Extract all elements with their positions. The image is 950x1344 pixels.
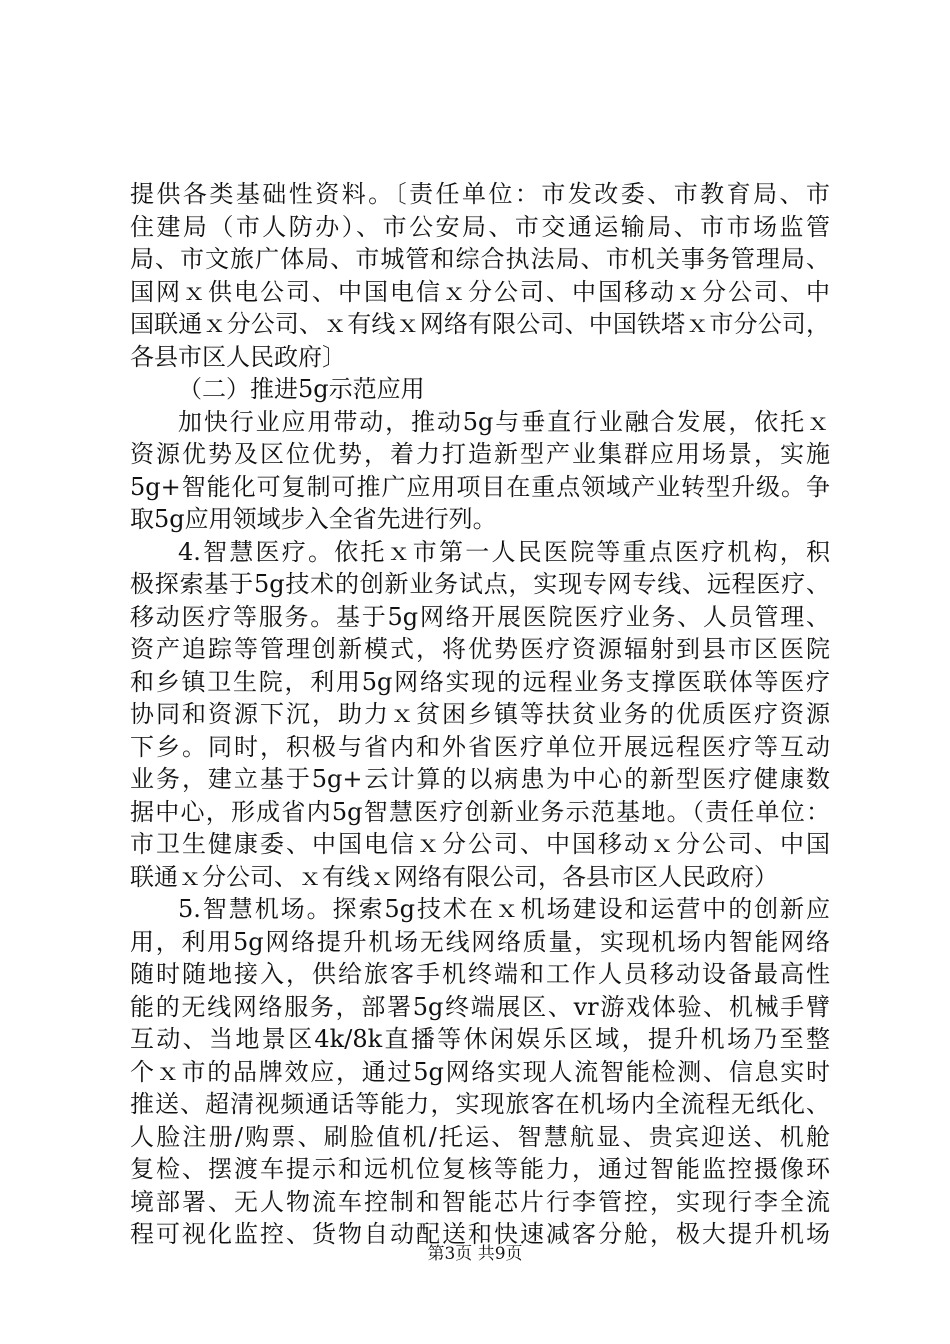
text-line-18: 下乡。同时，积极与省内和外省医疗单位开展远程医疗等互动 — [130, 733, 830, 761]
text-line-1: 提供各类基础性资料。〔责任单位：市发改委、市教育局、市 — [130, 180, 830, 208]
text-line-26: 能的无线网络服务，部署5g终端展区、vr游戏体验、机械手臂 — [130, 993, 830, 1021]
text-line-17: 协同和资源下沉，助力ｘ贫困乡镇等扶贫业务的优质医疗资源 — [130, 700, 830, 728]
text-line-25: 随时随地接入，供给旅客手机终端和工作人员移动设备最高性 — [130, 960, 830, 988]
text-line-19: 业务，建立基于5g+云计算的以病患为中心的新型医疗健康数 — [130, 765, 830, 793]
text-line-21: 市卫生健康委、中国电信ｘ分公司、中国移动ｘ分公司、中国 — [130, 830, 830, 858]
section-heading: （二）推进5g示范应用 — [178, 375, 425, 403]
text-line-16: 和乡镇卫生院，利用5g网络实现的远程业务支撑医联体等医疗 — [130, 668, 830, 696]
text-line-13: 极探索基于5g技术的创新业务试点，实现专网专线、远程医疗、 — [130, 570, 830, 598]
page-number: 第3页 共9页 — [427, 1244, 523, 1264]
text-line-6: 各县市区人民政府〕 — [130, 343, 346, 371]
text-line-11: 取5g应用领域步入全省先进行列。 — [130, 505, 497, 533]
text-line-28: 个ｘ市的品牌效应，通过5g网络实现人流智能检测、信息实时 — [130, 1058, 830, 1086]
text-line-24: 用，利用5g网络提升机场无线网络质量，实现机场内智能网络 — [130, 928, 830, 956]
text-line-29: 推送、超清视频通话等能力，实现旅客在机场内全流程无纸化、 — [130, 1090, 830, 1118]
text-line-14: 移动医疗等服务。基于5g网络开展医院医疗业务、人员管理、 — [130, 603, 830, 631]
text-line-33: 程可视化监控、货物自动配送和快速减客分舱，极大提升机场 — [130, 1220, 830, 1248]
text-line-9: 资源优势及区位优势，着力打造新型产业集群应用场景，实施 — [130, 440, 830, 468]
text-line-2: 住建局（市人防办）、市公安局、市交通运输局、市市场监管 — [130, 213, 830, 241]
text-line-5: 国联通ｘ分公司、ｘ有线ｘ网络有限公司、中国铁塔ｘ市分公司， — [130, 310, 830, 338]
text-line-22: 联通ｘ分公司、ｘ有线ｘ网络有限公司，各县市区人民政府） — [130, 863, 778, 891]
text-line-3: 局、市文旅广体局、市城管和综合执法局、市机关事务管理局、 — [130, 245, 830, 273]
text-line-15: 资产追踪等管理创新模式，将优势医疗资源辐射到县市区医院 — [130, 635, 830, 663]
text-line-8: 加快行业应用带动，推动5g与垂直行业融合发展，依托ｘ — [178, 408, 830, 436]
text-line-4: 国网ｘ供电公司、中国电信ｘ分公司、中国移动ｘ分公司、中 — [130, 278, 830, 306]
text-line-23: 5.智慧机场。探索5g技术在ｘ机场建设和运营中的创新应 — [178, 895, 830, 923]
text-line-32: 境部署、无人物流车控制和智能芯片行李管控，实现行李全流 — [130, 1188, 830, 1216]
text-line-20: 据中心，形成省内5g智慧医疗创新业务示范基地。（责任单位： — [130, 798, 830, 826]
text-line-10: 5g+智能化可复制可推广应用项目在重点领域产业转型升级。争 — [130, 473, 830, 501]
text-line-27: 互动、当地景区4k/8k直播等休闲娱乐区域，提升机场乃至整 — [130, 1025, 830, 1053]
text-line-30: 人脸注册/购票、刷脸值机/托运、智慧航显、贵宾迎送、机舱 — [130, 1123, 830, 1151]
text-line-31: 复检、摆渡车提示和远机位复核等能力，通过智能监控摄像环 — [130, 1155, 830, 1183]
text-line-12: 4.智慧医疗。依托ｘ市第一人民医院等重点医疗机构，积 — [178, 538, 830, 566]
